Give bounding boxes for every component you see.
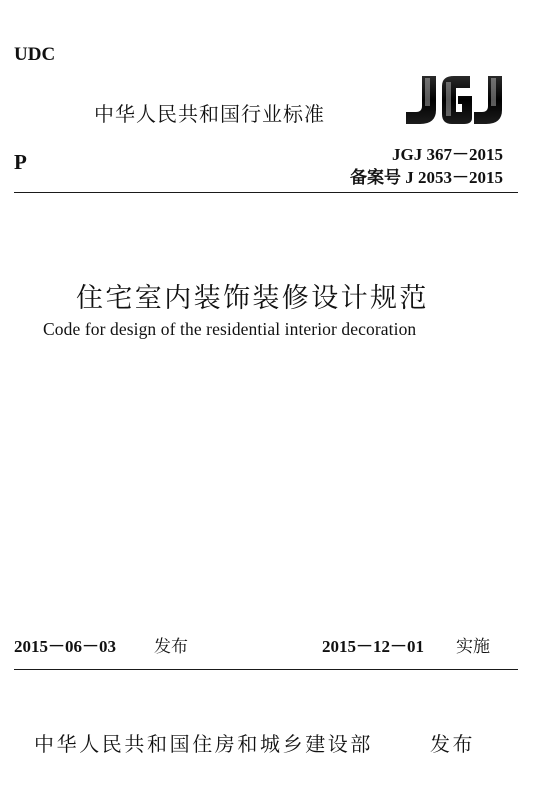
udc-label: UDC [14,44,56,65]
publish-label: 发布 [430,732,475,756]
implementation-label: 实施 [456,637,490,657]
title-english: Code for design of the residential interior decoration [43,319,417,339]
standard-number: JGJ 367－2015 [392,145,503,164]
bottom-divider [14,669,518,670]
industry-standard-label: 中华人民共和国行业标准 [94,102,325,126]
category-label: P [14,150,27,174]
issuing-ministry: 中华人民共和国住房和城乡建设部 [34,732,373,756]
top-divider [14,192,518,193]
record-number: 备案号 J 2053－2015 [350,168,503,187]
issue-label: 发布 [154,637,188,657]
title-chinese: 住宅室内装饰装修设计规范 [76,283,429,313]
jgj-logo [402,74,506,126]
implementation-date: 2015－12－01 [322,637,424,656]
issue-date: 2015－06－03 [14,637,116,656]
